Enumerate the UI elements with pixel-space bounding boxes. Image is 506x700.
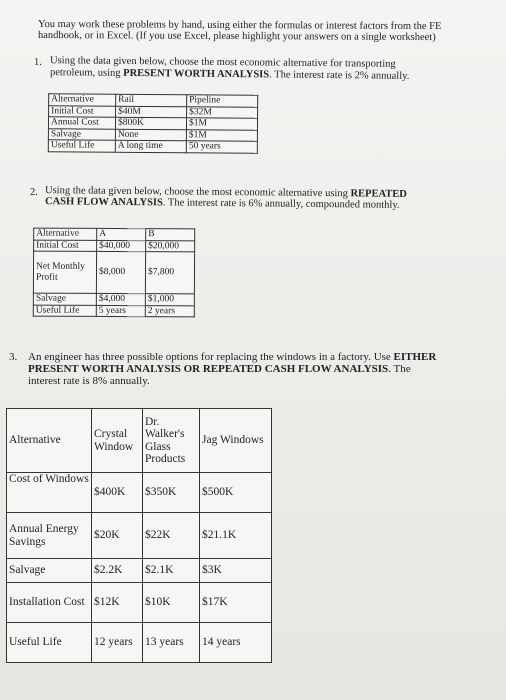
table-cell: $17K — [200, 583, 272, 623]
row-label: Initial Cost — [49, 105, 116, 117]
table-cell: $1M — [186, 129, 257, 141]
problem-2-table — [33, 228, 195, 318]
problem-3-text-a: An engineer has three possible options for replacing the windows in a factory. Use — [28, 351, 394, 363]
table-cell: $32M — [187, 106, 258, 118]
problem-3-line-1 — [28, 352, 436, 363]
problem-2-number: 2. — [30, 187, 38, 198]
table-cell: $8,000 — [96, 251, 145, 293]
table-cell: $7,800 — [145, 252, 194, 294]
problem-2-method-a: REPEATED — [350, 188, 407, 200]
problem-3-line-3: interest rate is 8% annually. — [28, 375, 150, 387]
problem-2-line-2 — [45, 196, 400, 211]
row-label: Installation Cost — [7, 583, 92, 623]
table-row — [33, 305, 194, 317]
header-cell: A — [97, 228, 146, 240]
table-header-row — [34, 228, 195, 240]
table-row — [34, 240, 195, 252]
table-cell: 14 years — [200, 623, 272, 663]
header-cell: Dr. Walker's Glass Products — [143, 409, 200, 473]
table-header-row — [49, 94, 258, 107]
table-cell: A long time — [115, 140, 186, 152]
table-cell: $12K — [92, 583, 143, 623]
intro-line-1: You may work these problems by hand, using either the formulas or interest factors from the FE — [37, 18, 442, 33]
row-label: Useful Life — [7, 623, 92, 663]
problem-1-text-c: . The interest rate is 2% annually. — [269, 69, 410, 82]
intro-line-2: handbook, or in Excel. (If you use Excel, please highlight your answers on a single worksheet) — [37, 29, 436, 44]
table-cell: $40,000 — [97, 240, 146, 252]
header-cell: B — [146, 229, 195, 241]
table-cell: $10K — [143, 583, 200, 623]
problem-3-number: 3. — [9, 351, 18, 363]
header-cell: Alternative — [34, 228, 97, 240]
table-row — [33, 293, 194, 305]
problem-2-text-a: Using the data given below, choose the most economic alternative using — [44, 185, 351, 200]
problem-1-text-a: petroleum, using — [49, 67, 124, 79]
table-cell: $4,000 — [96, 293, 145, 305]
table-cell: $20K — [92, 513, 143, 559]
table-cell: 12 years — [92, 623, 143, 663]
table-cell: 2 years — [145, 305, 194, 317]
problem-1-line-2 — [50, 67, 409, 82]
table-cell: None — [115, 129, 186, 141]
problem-1-method: PRESENT WORTH ANALYSIS — [123, 67, 270, 81]
row-label: Annual Energy Savings — [7, 513, 92, 559]
header-cell: Pipeline — [187, 95, 258, 107]
table-cell: $1M — [186, 118, 257, 130]
problem-3-methods: PRESENT WORTH ANALYSIS OR REPEATED CASH FLOW ANALYSIS — [28, 363, 389, 375]
table-cell: $1,000 — [145, 294, 194, 306]
table-cell: 5 years — [96, 305, 145, 317]
header-cell: Alternative — [7, 409, 92, 473]
header-cell: Alternative — [49, 94, 116, 106]
table-cell: $20,000 — [146, 240, 195, 252]
table-cell: $3K — [200, 559, 272, 583]
row-label: Useful Life — [48, 140, 115, 152]
table-cell: $350K — [143, 473, 200, 513]
table-row — [7, 473, 272, 513]
row-label: Annual Cost — [48, 117, 115, 129]
table-cell: $500K — [200, 473, 272, 513]
table-cell: 13 years — [143, 623, 200, 663]
row-label: Salvage — [48, 128, 115, 140]
problem-3-text-b: . The — [388, 363, 411, 375]
row-label: Initial Cost — [34, 240, 97, 252]
row-label: Salvage — [7, 559, 92, 583]
problem-1-number: 1. — [34, 57, 42, 68]
table-row — [33, 251, 194, 294]
row-label: Useful Life — [33, 305, 96, 317]
row-label: Salvage — [33, 293, 96, 305]
header-cell: Jag Windows — [200, 409, 272, 473]
table-cell: $22K — [143, 513, 200, 559]
header-cell: Rail — [116, 94, 187, 106]
problem-1-line-1: Using the data given below, choose the most economic alternative for transporting — [49, 55, 396, 70]
header-cell: Crystal Window — [92, 409, 143, 473]
problem-1-table — [48, 93, 258, 153]
table-cell: $2.2K — [92, 559, 143, 583]
table-row — [7, 513, 272, 559]
table-cell: $21.1K — [200, 513, 272, 559]
table-row — [48, 128, 257, 141]
table-row — [7, 623, 272, 663]
table-cell: 50 years — [186, 141, 257, 153]
problem-3-table — [6, 408, 272, 663]
problem-2-text-b: . The interest rate is 6% annually, compounded monthly. — [162, 197, 400, 211]
table-cell: $800K — [115, 117, 186, 129]
table-row — [7, 559, 272, 583]
problem-3-line-2 — [28, 364, 411, 375]
problem-3-either: EITHER — [393, 351, 437, 363]
problem-2-method-b: CASH FLOW ANALYSIS — [44, 196, 163, 209]
table-cell: $2.1K — [143, 559, 200, 583]
row-label: Cost of Windows — [7, 473, 92, 513]
row-label: Net Monthly Profit — [33, 251, 96, 293]
table-row — [48, 140, 257, 153]
table-header-row — [7, 409, 272, 473]
table-cell: $400K — [92, 473, 143, 513]
table-row — [7, 583, 272, 623]
table-row — [48, 117, 257, 130]
table-cell: $40M — [116, 106, 187, 118]
table-row — [49, 105, 258, 118]
